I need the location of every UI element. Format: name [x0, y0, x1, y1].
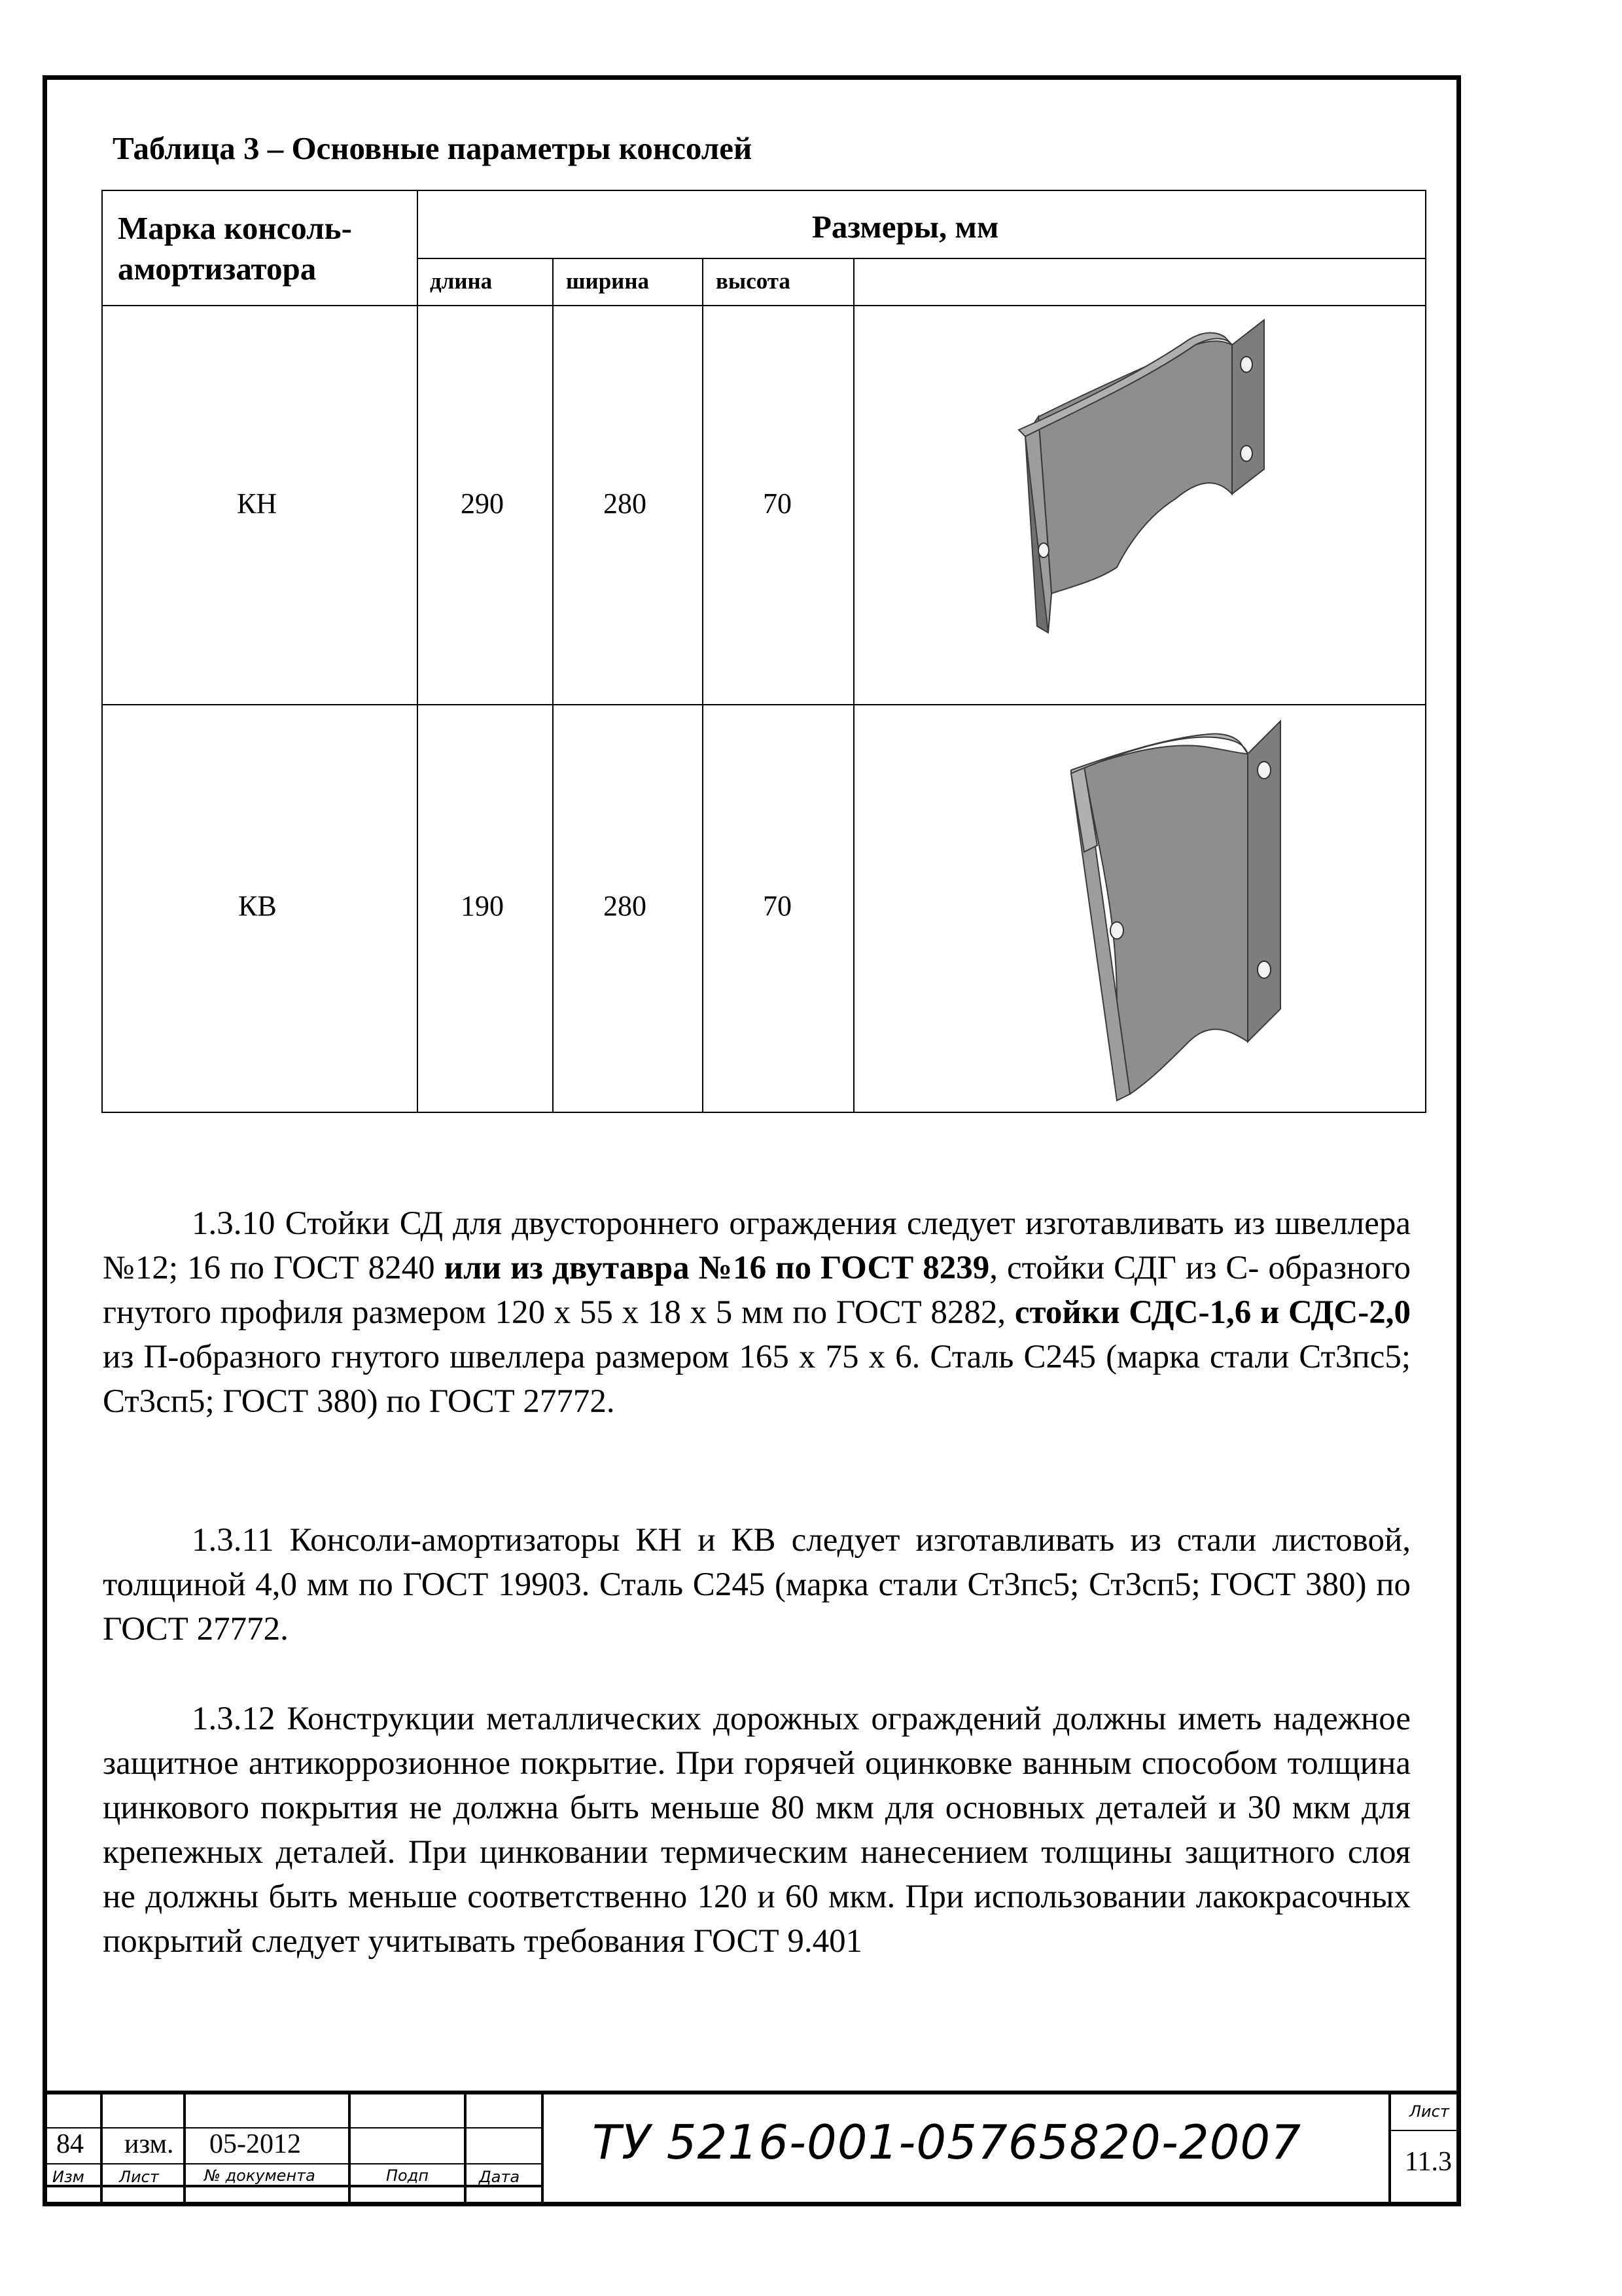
header-width: ширина — [566, 268, 650, 294]
row-kn-mark: КН — [237, 487, 277, 520]
table-grid-line — [552, 258, 554, 1112]
p1-text-bold-a: или из двутавра №16 по ГОСТ 8239 — [444, 1250, 990, 1286]
paragraph-1-3-12 — [103, 1697, 1411, 1964]
change-label: изм. — [124, 2129, 174, 2159]
p1-text-e: из П-образного гнутого швеллера размером 165 х 75 х 6. Сталь С245 (марка стали Ст3пс5; Ст3сп5; ГОСТ 380) по ГОСТ 27772. — [103, 1339, 1411, 1420]
paragraph-1-3-10 — [103, 1201, 1411, 1424]
document-code: ТУ 5216-001-05765820-2007 — [592, 2115, 1302, 2170]
row-kv-length: 190 — [461, 890, 504, 922]
stamp-line — [1388, 2091, 1391, 2202]
row-kn-height: 70 — [763, 487, 792, 520]
header-dimensions: Размеры, мм — [812, 209, 999, 245]
table-grid-line — [417, 258, 1425, 259]
row-kv-width: 280 — [603, 890, 646, 922]
parameters-table — [101, 190, 1426, 1113]
sheet-number: 11.3 — [1405, 2147, 1452, 2177]
col-podp-label: Подп — [386, 2166, 429, 2185]
stamp-line — [348, 2091, 351, 2202]
p1-text-bold-b: стойки СДС-1,6 и СДС-2,0 — [1014, 1294, 1411, 1331]
row-kv-mark: КВ — [238, 890, 277, 922]
header-length: длина — [430, 268, 493, 294]
p3-text: 1.3.12 Конструкции металлических дорожных ограждений должны иметь надежное защитное антикоррозионное покрытие. При горячей оцинковке ванным способом толщина цинкового покрытия не должна быть меньше 80 мкм для основных деталей и 30 мкм для крепежных деталей. При цинковании термическим нанесением толщины защитного слоя не должны быть меньше соответственно 120 и 60 мкм. При использовании лакокрасочных покрытий следует учитывать требования ГОСТ 9.401 — [103, 1701, 1411, 1960]
stamp-line — [541, 2091, 544, 2202]
kn-bracket-image — [999, 319, 1418, 698]
header-height: высота — [716, 268, 790, 294]
row-kn-length: 290 — [461, 487, 504, 520]
col-data-label: Дата — [479, 2168, 520, 2186]
sheet-label: Лист — [1409, 2102, 1449, 2121]
table-grid-line — [702, 258, 703, 1112]
header-mark-line1: Марка консоль- — [118, 210, 352, 246]
table-caption: Таблица 3 – Основные параметры консолей — [113, 130, 752, 166]
stamp-line — [100, 2091, 103, 2202]
change-date: 05-2012 — [209, 2129, 301, 2159]
row-kv-height: 70 — [763, 890, 792, 922]
paragraph-1-3-11 — [103, 1518, 1411, 1651]
p1-text-c: , стойки СДГ из С- образного гнутого профиля размером 120 х 55 х 18 х 5 мм по ГОСТ 8282, — [103, 1250, 1411, 1331]
p1-text-a: 1.3.10 Стойки СД для двустороннего ограждения следует изготавливать из швеллера №12; 16 по ГОСТ 8240 — [103, 1205, 1411, 1286]
header-mark-line2: амортизатора — [118, 251, 317, 287]
kv-bracket-image — [1045, 715, 1411, 1107]
stamp-line — [464, 2091, 467, 2202]
change-number: 84 — [56, 2129, 84, 2159]
row-kn-width: 280 — [603, 487, 646, 520]
col-list-label: Лист — [119, 2168, 159, 2186]
table-grid-line — [103, 704, 1425, 705]
table-grid-line — [103, 305, 1425, 306]
col-doc-label: № документа — [204, 2166, 315, 2185]
table-grid-line — [853, 258, 855, 1112]
stamp-line — [183, 2091, 186, 2202]
stamp-line — [47, 2091, 1456, 2094]
table-grid-line — [417, 191, 418, 1112]
stamp-line — [47, 2163, 541, 2164]
p2-text: 1.3.11 Консоли-амортизаторы КН и КВ следует изготавливать из стали листовой, толщиной 4,0 мм по ГОСТ 19903. Сталь С245 (марка стали Ст3пс5; Ст3сп5; ГОСТ 380) по ГОСТ 27772. — [103, 1522, 1411, 1648]
col-izm-label: Изм — [52, 2168, 84, 2186]
stamp-line — [1388, 2130, 1456, 2131]
